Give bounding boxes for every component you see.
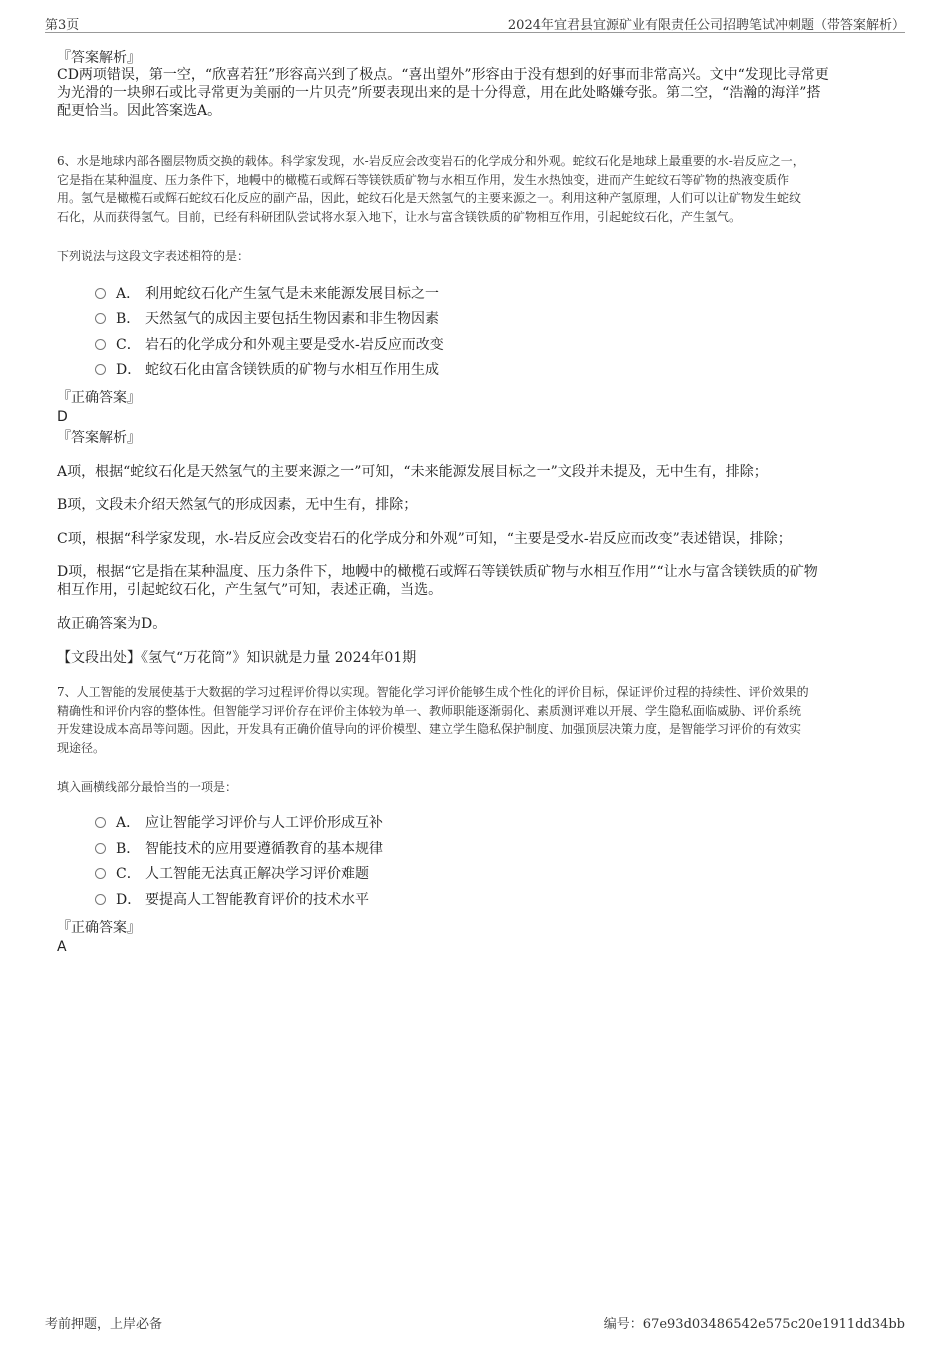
- q7-option-c[interactable]: [95, 864, 369, 886]
- q7-correct-answer: A: [57, 939, 67, 955]
- q7-stem-line: 精确性和评价内容的整体性。但智能学习评价存在评价主体较为单一、教师职能逐渐弱化、素质测评难以开展、学生隐私面临威胁、评价系统: [57, 703, 802, 718]
- option-text: 利用蛇纹石化产生氢气是未来能源发展目标之一: [145, 286, 439, 302]
- radio-icon[interactable]: [95, 364, 106, 375]
- q7-correct-label: 『正确答案』: [57, 920, 141, 936]
- q7-stem-line: 7、人工智能的发展使基于大数据的学习过程评价得以实现。智能化学习评价能够生成个性化的评价目标，保证评价过程的持续性、评价效果的: [57, 685, 809, 699]
- option-letter: D．: [116, 362, 142, 378]
- radio-icon[interactable]: [95, 288, 106, 299]
- q7-option-d[interactable]: [95, 890, 369, 912]
- q6-analysis-c: C项，根据“科学家发现，水-岩反应会改变岩石的化学成分和外观”可知，“主要是受水-岩反应而改变”表述错误，排除；: [57, 531, 792, 547]
- radio-icon[interactable]: [95, 817, 106, 828]
- radio-icon[interactable]: [95, 868, 106, 879]
- q6-correct-answer: D: [57, 409, 68, 425]
- q7-stem: [57, 683, 907, 757]
- option-text: 智能技术的应用要遵循教育的基本规律: [145, 841, 383, 857]
- document-id: 编号：67e93d03486542e575c20e1911dd34bb: [603, 1317, 905, 1332]
- radio-icon[interactable]: [95, 843, 106, 854]
- option-text: 要提高人工智能教育评价的技术水平: [145, 892, 369, 908]
- footer-slogan: 考前押题，上岸必备: [45, 1317, 163, 1332]
- q6-analysis-d: [57, 563, 907, 599]
- page-number: 第3页: [45, 18, 80, 33]
- q6-option-b[interactable]: [95, 309, 439, 331]
- option-letter: A．: [116, 815, 141, 831]
- q5-analysis: [57, 66, 907, 120]
- q6-analysis-b: B项，文段未介绍天然氢气的形成因素，无中生有，排除；: [57, 497, 418, 513]
- q6-analysis-label: 『答案解析』: [57, 430, 141, 446]
- q6-correct-label: 『正确答案』: [57, 390, 141, 406]
- q7-stem-line: 现途径。: [57, 740, 106, 755]
- option-text: 岩石的化学成分和外观主要是受水-岩反应而改变: [145, 337, 444, 353]
- q6-stem-line: 用。氢气是橄榄石或辉石蛇纹石化反应的副产品，因此，蛇纹石化是天然氢气的主要来源之一。利用这种产氢原理，人们可以让矿物发生蛇纹: [57, 191, 802, 205]
- option-text: 人工智能无法真正解决学习评价难题: [145, 866, 369, 882]
- page-header: [45, 14, 905, 33]
- option-text: 应让智能学习评价与人工评价形成互补: [145, 815, 383, 831]
- option-letter: B．: [116, 311, 141, 327]
- q7-stem-line: 开发建设成本高昂等问题。因此，开发具有正确价值导向的评价模型、建立学生隐私保护制度、加强顶层决策力度，是智能学习评价的有效实: [57, 722, 802, 736]
- option-letter: C．: [116, 866, 141, 882]
- q6-analysis-a: A项，根据“蛇纹石化是天然氢气的主要来源之一”可知，“未来能源发展目标之一”文段并未提及，无中生有，排除；: [57, 464, 768, 480]
- option-text: 蛇纹石化由富含镁铁质的矿物与水相互作用生成: [145, 362, 439, 378]
- radio-icon[interactable]: [95, 313, 106, 324]
- q7-prompt: 填入画横线部分最恰当的一项是：: [57, 780, 238, 794]
- q7-option-b[interactable]: [95, 839, 383, 861]
- q6-option-c[interactable]: [95, 335, 444, 357]
- q5-analysis-label: 『答案解析』: [57, 50, 141, 66]
- q6-option-a[interactable]: [95, 284, 439, 306]
- option-text: 天然氢气的成因主要包括生物因素和非生物因素: [145, 311, 439, 327]
- q6-stem-line: 石化，从而获得氢气。目前，已经有科研团队尝试将水泵入地下，让水与富含镁铁质的矿物相互作用，引起蛇纹石化，产生氢气。: [57, 209, 742, 224]
- q5-analysis-line: CD两项错误，第一空，“欣喜若狂”形容高兴到了极点。“喜出望外”形容由于没有想到的好事而非常高兴。文中“发现比寻常更: [57, 67, 829, 83]
- radio-icon[interactable]: [95, 339, 106, 350]
- q6-option-d[interactable]: [95, 360, 439, 382]
- q7-option-a[interactable]: [95, 813, 383, 835]
- q6-stem-line: 它是指在某种温度、压力条件下，地幔中的橄榄石或辉石等镁铁质矿物与水相互作用，发生水热蚀变，进而产生蛇纹石等矿物的热液变质作: [57, 172, 790, 187]
- option-letter: C．: [116, 337, 141, 353]
- q6-stem: [57, 152, 907, 226]
- option-letter: B．: [116, 841, 141, 857]
- q6-stem-line: 6、水是地球内部各圈层物质交换的载体。科学家发现，水-岩反应会改变岩石的化学成分和外观。蛇纹石化是地球上最重要的水-岩反应之一，: [57, 154, 805, 168]
- q5-analysis-line: 配更恰当。因此答案选A。: [57, 103, 222, 119]
- q6-analysis-d-line: D项，根据“它是指在某种温度、压力条件下，地幔中的橄榄石或辉石等镁铁质矿物与水相互作用”“让水与富含镁铁质的矿物: [57, 564, 818, 580]
- q5-analysis-line: 为光滑的一块卵石或比寻常更为美丽的一片贝壳”所要表现出来的是十分得意，用在此处略嫌夸张。第二空，“浩瀚的海洋”搭: [57, 85, 821, 101]
- q6-analysis-d-line: 相互作用，引起蛇纹石化，产生氢气”可知，表述正确，当选。: [57, 582, 443, 598]
- document-title: 2024年宜君县宜源矿业有限责任公司招聘笔试冲刺题（带答案解析）: [507, 18, 905, 33]
- q6-conclusion: 故正确答案为D。: [57, 616, 167, 632]
- q6-source: 【文段出处】《氢气“万花筒”》知识就是力量 2024年01期: [57, 650, 417, 666]
- radio-icon[interactable]: [95, 894, 106, 905]
- q6-prompt: 下列说法与这段文字表述相符的是：: [57, 249, 250, 263]
- option-letter: A．: [116, 286, 141, 302]
- option-letter: D．: [116, 892, 142, 908]
